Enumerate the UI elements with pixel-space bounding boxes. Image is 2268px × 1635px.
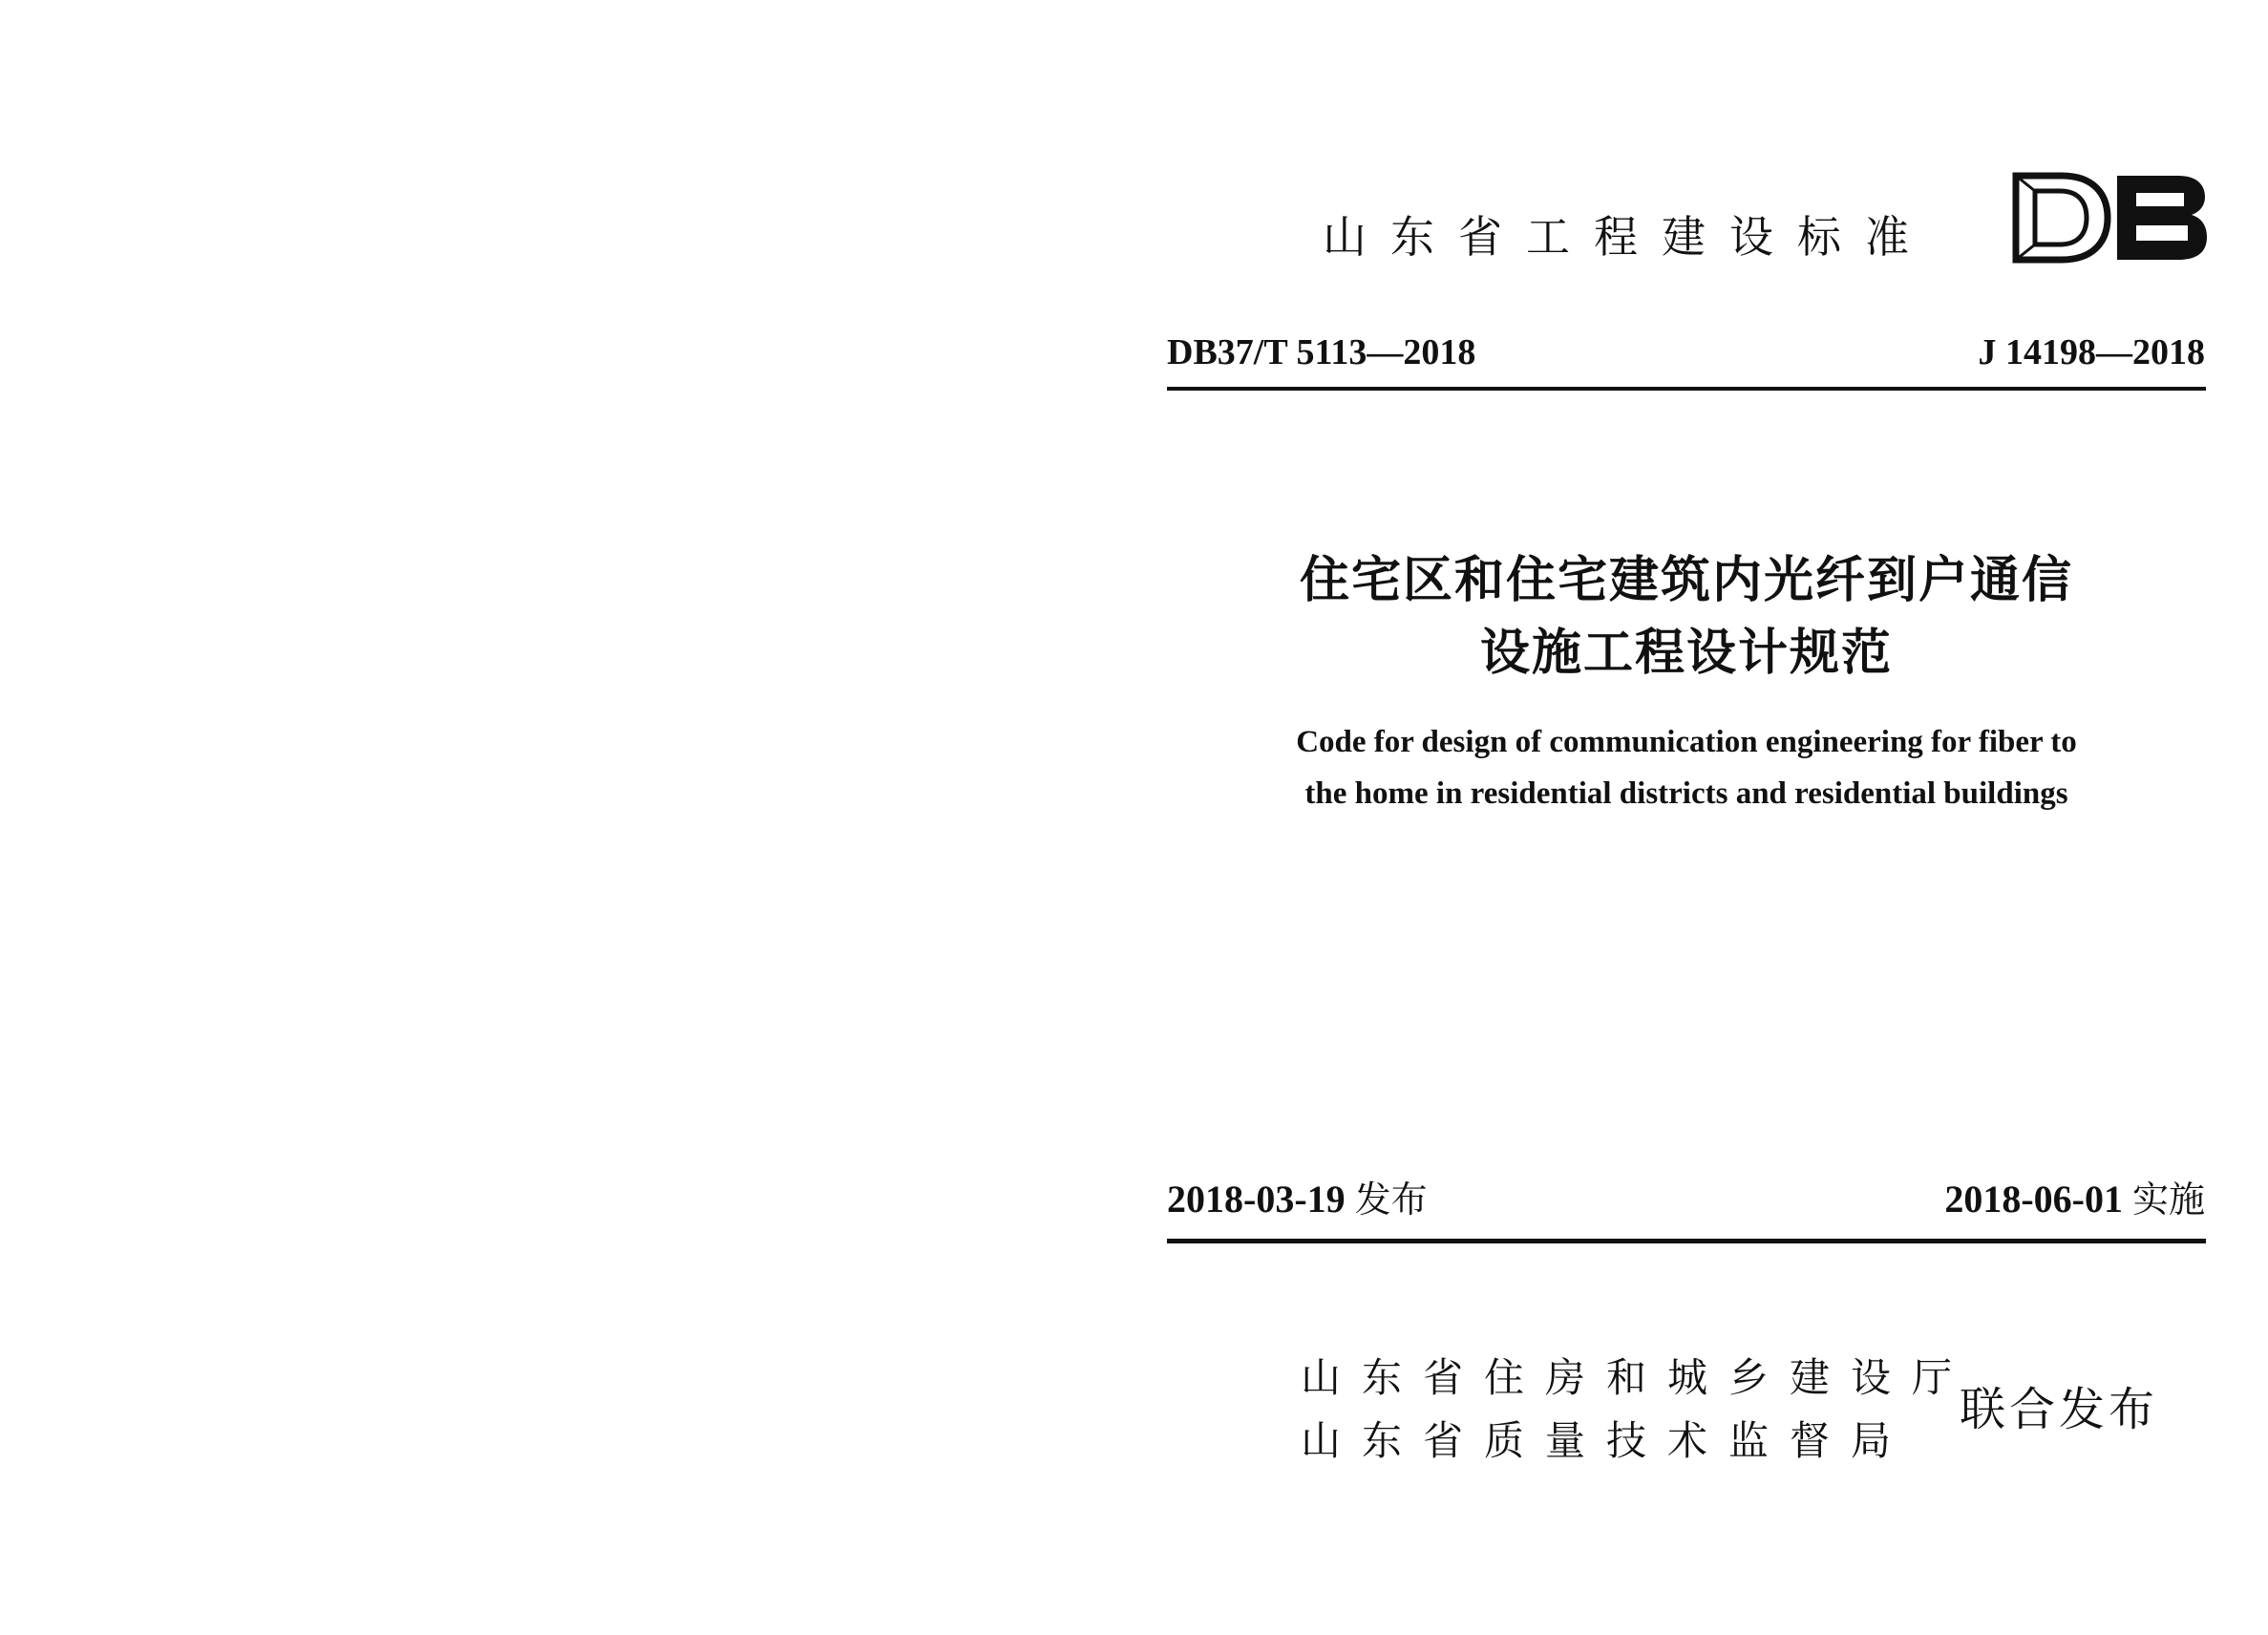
title-block <box>1167 544 2206 819</box>
issue-label: 发布 <box>1354 1178 1428 1221</box>
implement-date: 2018-06-01 <box>1944 1178 2123 1221</box>
title-cn-line-2: 设施工程设计规范 <box>1479 624 1893 682</box>
db-logo-b <box>2117 176 2207 260</box>
top-divider <box>1167 387 2206 391</box>
db-logo <box>2010 170 2211 265</box>
title-en-line-1: Code for design of communication engineering for fiber to <box>1296 725 2077 759</box>
title-en-line-2: the home in residential districts and residential buildings <box>1304 776 2068 811</box>
db-logo-d <box>2016 176 2108 260</box>
standard-number: DB37/T 5113—2018 <box>1167 332 1476 372</box>
implement-label: 实施 <box>2131 1178 2205 1221</box>
issue-date: 2018-03-19 <box>1167 1178 1346 1221</box>
joint-issue-label: 联合发布 <box>1960 1383 2159 1436</box>
title-cn-line-1: 住宅区和住宅建筑内光纤到户通信 <box>1299 551 2073 609</box>
bottom-divider <box>1167 1239 2206 1243</box>
record-number: J 14198—2018 <box>1978 332 2205 372</box>
issue-date-block <box>1167 1170 1428 1222</box>
standard-category: 山东省工程建设标准 <box>1323 211 1933 263</box>
implement-date-block <box>1944 1170 2205 1222</box>
issuer-housing-department: 山东省住房和城乡建设厅 <box>1301 1354 1974 1401</box>
issuer-quality-bureau: 山东省质量技术监督局 <box>1301 1417 1913 1464</box>
